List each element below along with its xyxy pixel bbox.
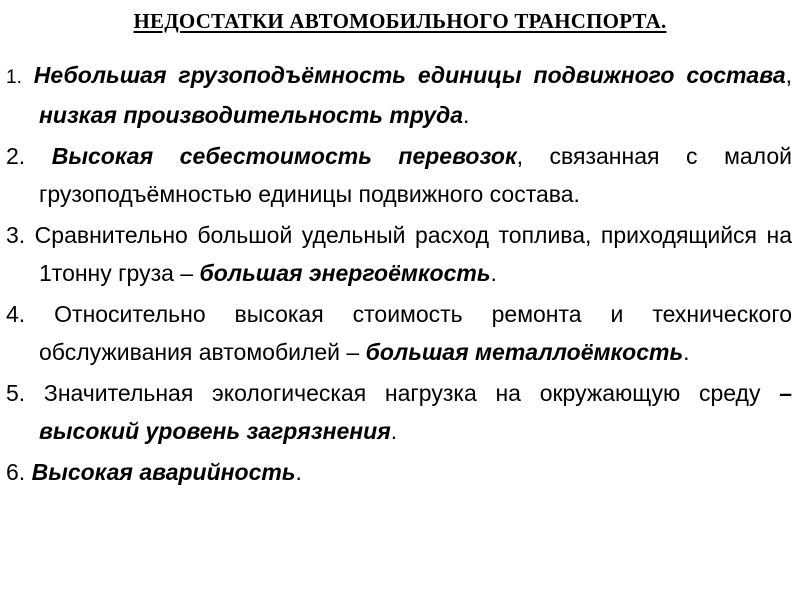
plain-text: Сравнительно большой удельный расход топлива, приходящийся на 1тонну груза – [25, 222, 792, 286]
disadvantages-list [6, 57, 792, 496]
list-item [6, 454, 792, 492]
item-text [25, 380, 792, 444]
emphasis-text: низкая производительность труда [39, 101, 464, 128]
plain-text: . [390, 417, 398, 444]
emphasis-text: Высокая аварийность [31, 459, 296, 485]
plain-text: . [683, 338, 690, 365]
plain-text: . [463, 101, 470, 128]
plain-text: , [785, 62, 792, 88]
emphasis-text: Небольшая грузоподъёмность единицы подвижного состава [33, 62, 786, 88]
item-number: 5. [6, 380, 26, 406]
item-number: 6. [6, 459, 26, 485]
emphasis-text: Высокая себестоимость перевозок [51, 143, 517, 169]
item-text [25, 143, 792, 207]
item-number: 1. [6, 67, 22, 88]
item-number: 2. [6, 143, 26, 169]
item-text [25, 459, 302, 485]
plain-text: Относительно высокая стоимость ремонта и технического обслуживания автомобилей – [25, 301, 792, 365]
emphasis-text: большая металлоёмкость [365, 338, 684, 365]
list-item [6, 375, 792, 450]
emphasis-text: большая энергоёмкость [199, 259, 491, 286]
slide-title: НЕДОСТАТКИ АВТОМОБИЛЬНОГО ТРАНСПОРТА. [133, 9, 667, 33]
item-number: 3. [6, 222, 26, 248]
plain-text [22, 62, 34, 88]
plain-text: , связанная с малой грузоподъёмностью единицы подвижного состава. [39, 143, 793, 207]
list-item [6, 217, 792, 292]
item-number: 4. [6, 301, 26, 327]
item-text [25, 222, 792, 286]
plain-text: . [490, 259, 497, 286]
list-item [6, 296, 792, 371]
item-text [25, 301, 792, 365]
list-item [6, 138, 792, 213]
item-text [22, 62, 792, 128]
plain-text: . [295, 459, 302, 485]
plain-text: Значительная экологическая нагрузка на окружающую среду [25, 380, 780, 406]
emphasis-text: – высокий уровень загрязнения [39, 380, 792, 444]
plain-text [25, 143, 52, 169]
list-item [6, 57, 792, 134]
